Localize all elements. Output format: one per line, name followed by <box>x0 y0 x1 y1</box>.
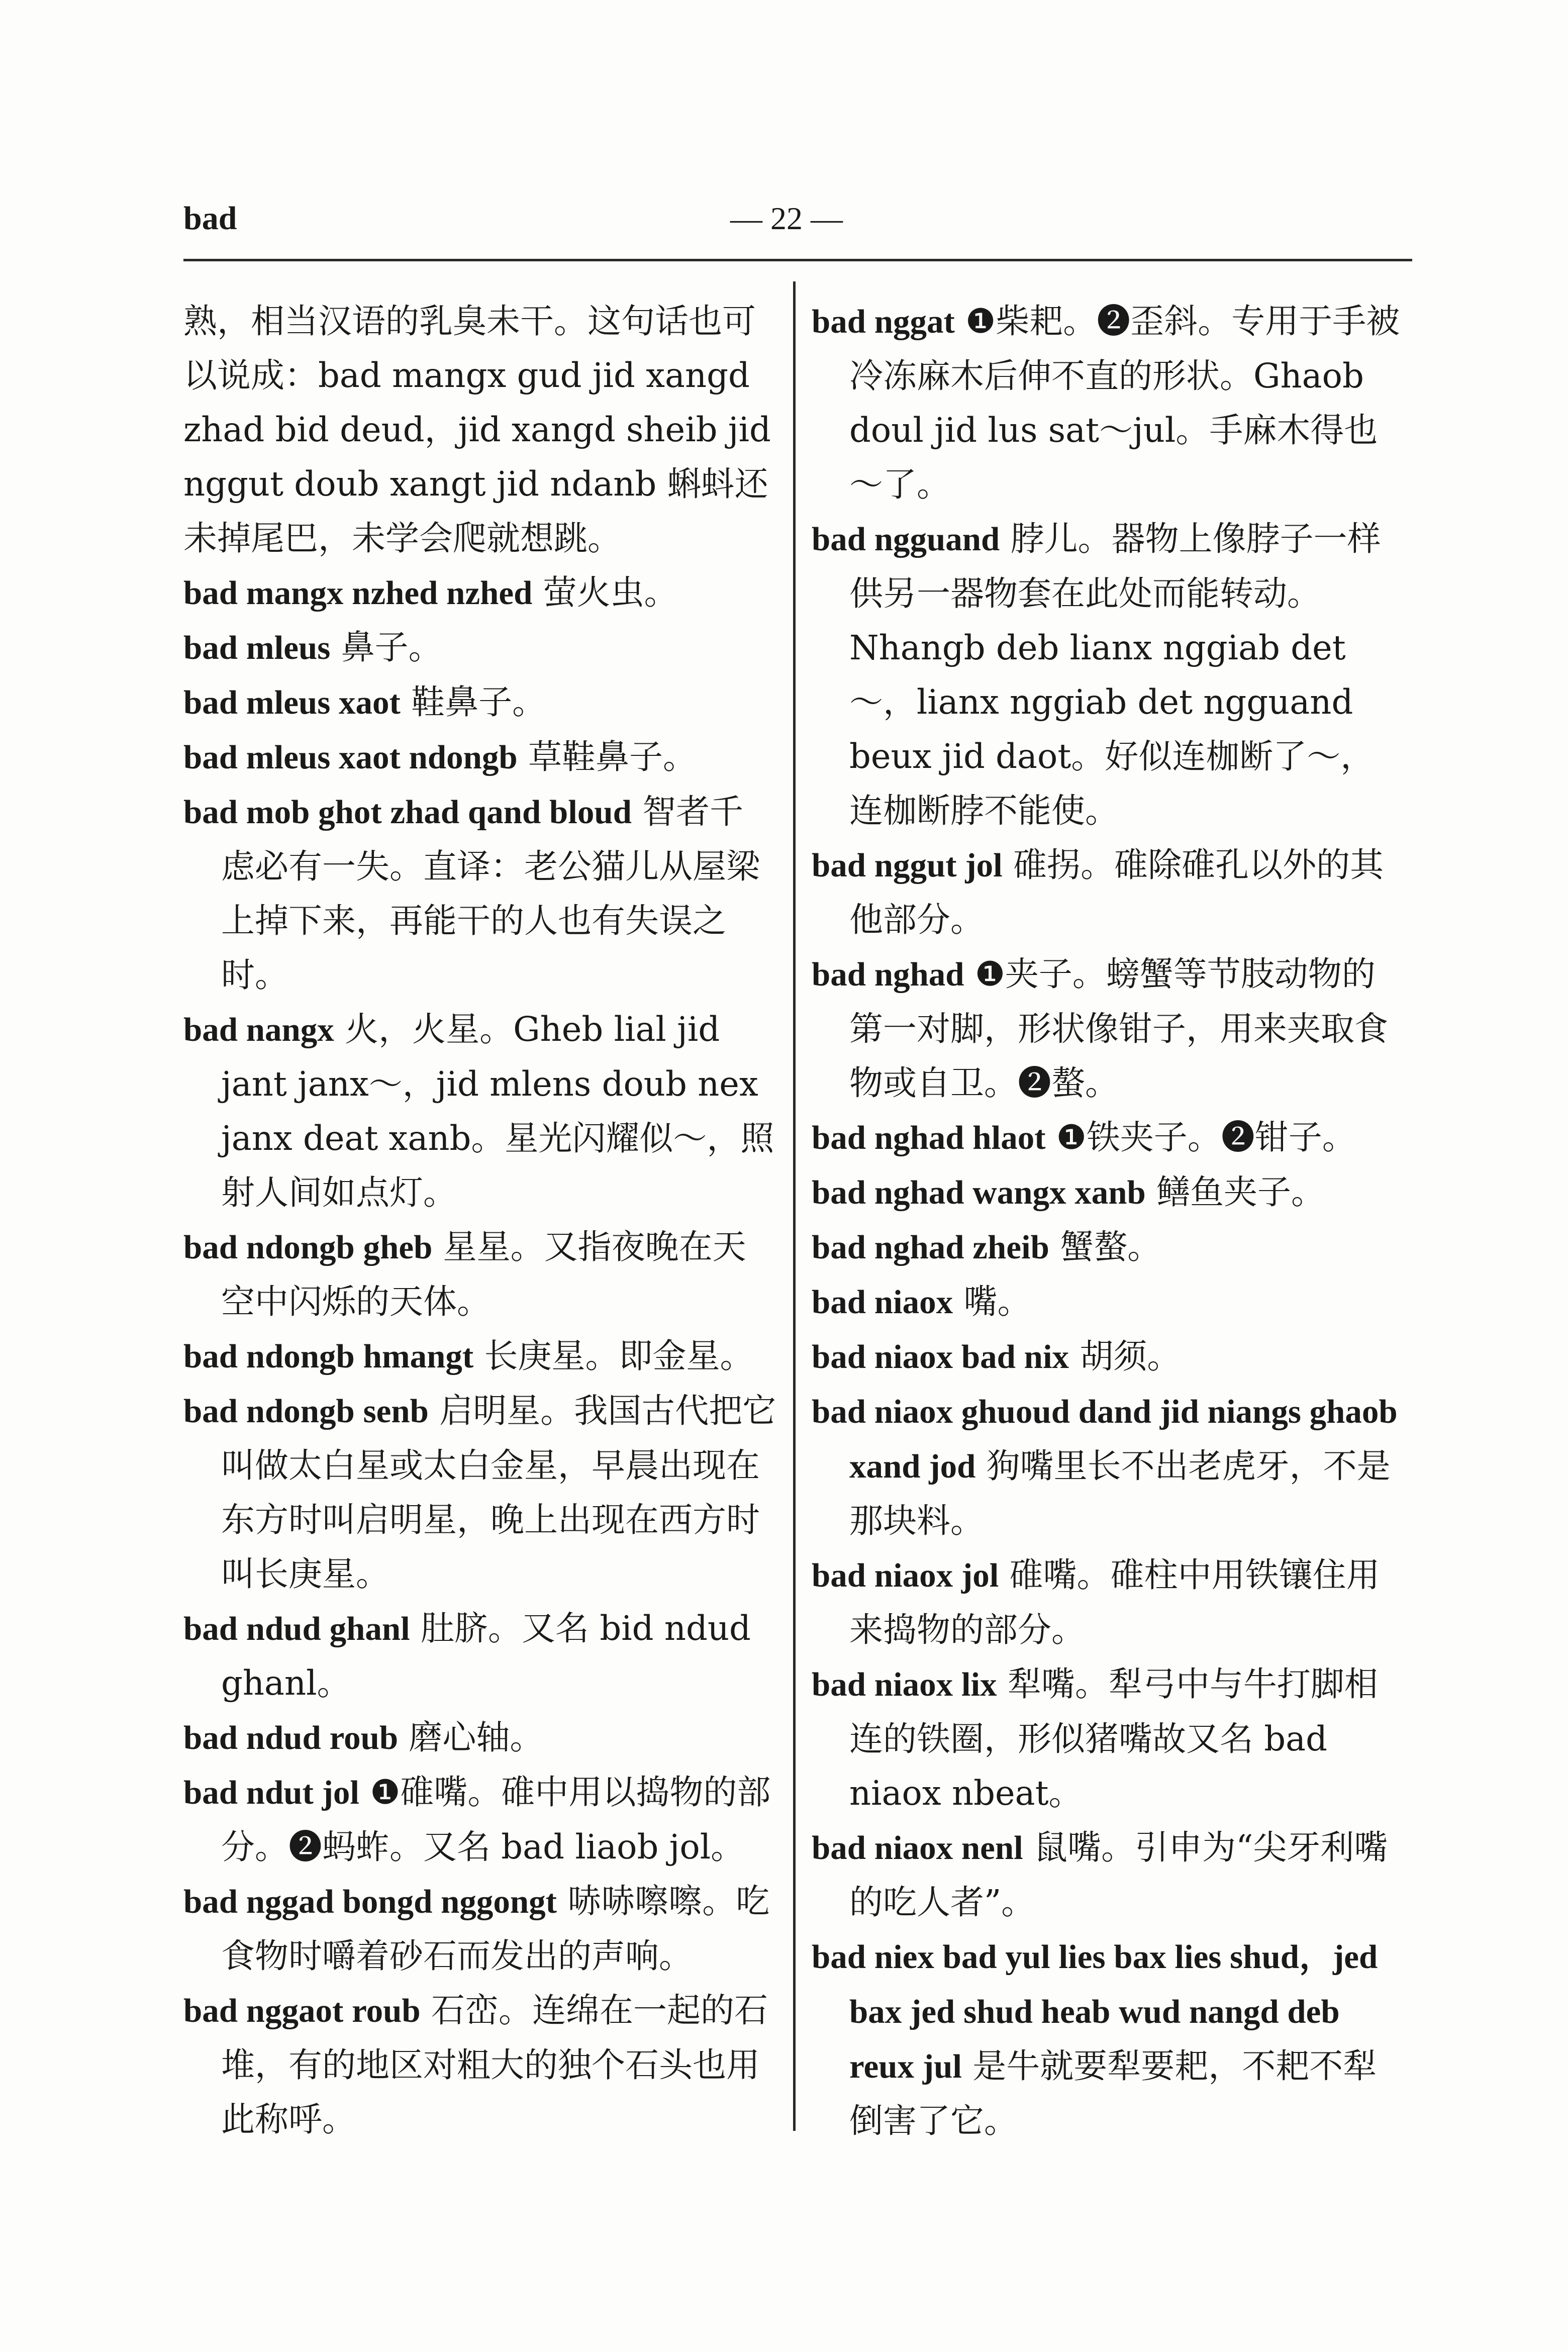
entry-headword: bad niaox nenl <box>812 1829 1023 1867</box>
entry-headword: bad mangx nzhed nzhed <box>183 574 533 612</box>
dictionary-entry <box>183 1601 776 1710</box>
header-rule <box>183 259 1412 261</box>
entry-headword: bad mleus xaot <box>183 684 401 721</box>
entry-definition: 石峦。连绵在一起的石堆，有的地区对粗大的独个石头也用此称呼。 <box>221 1991 768 2139</box>
entry-headword: bad nggaot roub <box>183 1992 421 2029</box>
entry-headword: bad mleus xaot ndongb <box>183 739 518 776</box>
dictionary-entry <box>183 1983 776 2146</box>
entry-definition: 磨心轴。 <box>398 1718 544 1757</box>
entry-definition: 脖儿。器物上像脖子一样供另一器物套在此处而能转动。Nhangb deb lianx nggiab det～，lianx nggiab det ngguand beux jid daot。好似连枷断了～，连枷断脖不能使。 <box>849 519 1381 830</box>
dictionary-entry <box>812 1657 1407 1820</box>
entry-definition: ❶夹子。螃蟹等节肢动物的第一对脚，形状像钳子，用来夹取食物或自卫。❷螯。 <box>849 954 1388 1103</box>
entry-headword: bad mob ghot zhad qand bloud <box>183 794 632 831</box>
entry-headword: bad nggut jol <box>812 847 1003 884</box>
dictionary-entry <box>183 1384 776 1601</box>
dictionary-entry <box>183 565 776 620</box>
dictionary-entry <box>812 1275 1407 1329</box>
dictionary-entry <box>183 1765 776 1874</box>
entry-definition: 肚脐。又名 bid ndud ghanl。 <box>221 1609 751 1703</box>
entry-headword: bad mleus <box>183 629 331 666</box>
entry-definition: 是牛就要犁要耙，不耙不犁倒害了它。 <box>849 2046 1377 2140</box>
entry-headword: bad nggad bongd nggongt <box>183 1883 557 1920</box>
entry-headword: bad nghad <box>812 956 964 993</box>
entry-headword: bad ndongb senb <box>183 1393 429 1430</box>
entry-headword: bad ndut jol <box>183 1774 360 1811</box>
entry-headword: bad ndongb hmangt <box>183 1338 474 1375</box>
entry-definition: 智者千虑必有一失。直译：老公猫儿从屋梁上掉下来，再能干的人也有失误之时。 <box>221 792 760 995</box>
dictionary-entry <box>183 1220 776 1329</box>
dictionary-entry <box>812 1929 1407 2148</box>
dictionary-entry <box>183 620 776 675</box>
entry-definition: 鞋鼻子。 <box>400 682 546 722</box>
entry-definition: 犁嘴。犁弓中与牛打脚相连的铁圈，形似猪嘴故又名 bad niaox nbeat。 <box>849 1664 1378 1813</box>
entry-definition: 蟹螯。 <box>1049 1227 1161 1266</box>
entry-headword: bad niaox ghuoud dand jid niangs ghaob xand jod <box>812 1393 1398 1485</box>
dictionary-entry <box>812 1548 1407 1657</box>
page-header <box>183 193 1390 244</box>
entry-definition: 狗嘴里长不出老虎牙，不是那块料。 <box>849 1446 1391 1540</box>
entry-definition: 胡须。 <box>1069 1337 1181 1376</box>
dictionary-entry <box>812 1820 1407 1929</box>
entry-headword: bad niaox <box>812 1284 953 1321</box>
entry-definition: 熟，相当汉语的乳臭未干。这句话也可以说成：bad mangx gud jid xangd zhad bid deud，jid xangd sheib jid nggut doub xangt jid ndanb 蝌蚪还未掉尾巴，未学会爬就想跳。 <box>183 302 771 558</box>
dictionary-entry <box>183 675 776 730</box>
dictionary-entry <box>812 1384 1407 1548</box>
dictionary-entry <box>183 294 776 565</box>
dictionary-entry <box>812 1110 1407 1165</box>
entry-headword: bad ngguand <box>812 521 1000 558</box>
right-column <box>812 294 1407 2148</box>
entry-definition: 火，火星。Gheb lial jid jant janx～，jid mlens doub nex janx deat xanb。星光闪耀似～，照射人间如点灯。 <box>221 1010 774 1212</box>
dictionary-entry <box>812 838 1407 947</box>
dictionary-entry <box>183 1874 776 1983</box>
entry-definition: 长庚星。即金星。 <box>473 1336 754 1376</box>
dictionary-entry <box>183 1329 776 1384</box>
entry-definition: 碓嘴。碓柱中用铁镶住用来捣物的部分。 <box>849 1555 1380 1649</box>
dictionary-entry <box>812 512 1407 838</box>
entry-headword: bad ndud ghanl <box>183 1610 410 1647</box>
entry-definition: 嘴。 <box>953 1282 1031 1321</box>
dictionary-entry <box>812 294 1407 512</box>
entry-headword: bad niaox bad nix <box>812 1338 1069 1376</box>
left-column <box>183 294 776 2146</box>
entry-headword: bad niex bad yul lies bax lies shud，jed bax jed shud heab wud nangd deb reux jul <box>812 1938 1378 2085</box>
entry-headword: bad ndud roub <box>183 1719 399 1756</box>
entry-definition: ❶铁夹子。❷钳子。 <box>1045 1118 1356 1157</box>
dictionary-entry <box>812 1220 1407 1275</box>
dictionary-entry <box>183 785 776 1002</box>
dictionary-entry <box>812 947 1407 1110</box>
entry-definition: 鼻子。 <box>330 628 442 667</box>
entry-definition: 星星。又指夜晚在天空中闪烁的天体。 <box>221 1227 746 1321</box>
entry-headword: bad ndongb gheb <box>183 1229 433 1266</box>
entry-definition: ❶碓嘴。碓中用以捣物的部分。❷蚂蚱。又名 bad liaob jol。 <box>221 1773 771 1867</box>
entry-headword: bad nggat <box>812 303 955 340</box>
dictionary-entry <box>183 730 776 785</box>
entry-definition: 鼠嘴。引申为“尖牙利嘴的吃人者”。 <box>849 1828 1388 1922</box>
dictionary-entry <box>183 1002 776 1220</box>
entry-definition: 鳝鱼夹子。 <box>1145 1172 1325 1212</box>
entry-definition: 哧哧嚓嚓。吃食物时嚼着砂石而发出的声响。 <box>221 1882 770 1976</box>
entry-headword: bad niaox lix <box>812 1666 997 1703</box>
entry-headword: bad nghad hlaot <box>812 1119 1046 1156</box>
column-divider <box>793 281 796 2131</box>
entry-definition: ❶柴耙。❷歪斜。专用于手被冷冻麻木后伸不直的形状。Ghaob doul jid lus sat～jul。手麻木得也～了。 <box>849 302 1400 504</box>
entry-headword: bad nghad zheib <box>812 1229 1049 1266</box>
entry-definition: 萤火虫。 <box>532 573 678 612</box>
page-number: — 22 — <box>730 201 843 236</box>
entry-headword: bad niaox jol <box>812 1557 999 1594</box>
dictionary-entry <box>183 1710 776 1765</box>
dictionary-entry <box>812 1329 1407 1384</box>
dictionary-entry <box>812 1165 1407 1220</box>
running-headword: bad <box>183 200 237 237</box>
entry-definition: 碓拐。碓除碓孔以外的其他部分。 <box>849 845 1384 939</box>
entry-headword: bad nghad wangx xanb <box>812 1174 1146 1211</box>
entry-headword: bad nangx <box>183 1011 334 1048</box>
entry-definition: 启明星。我国古代把它叫做太白星或太白金星，早晨出现在东方时叫启明星，晚上出现在西方时叫长庚星。 <box>221 1391 776 1594</box>
entry-definition: 草鞋鼻子。 <box>517 737 697 776</box>
